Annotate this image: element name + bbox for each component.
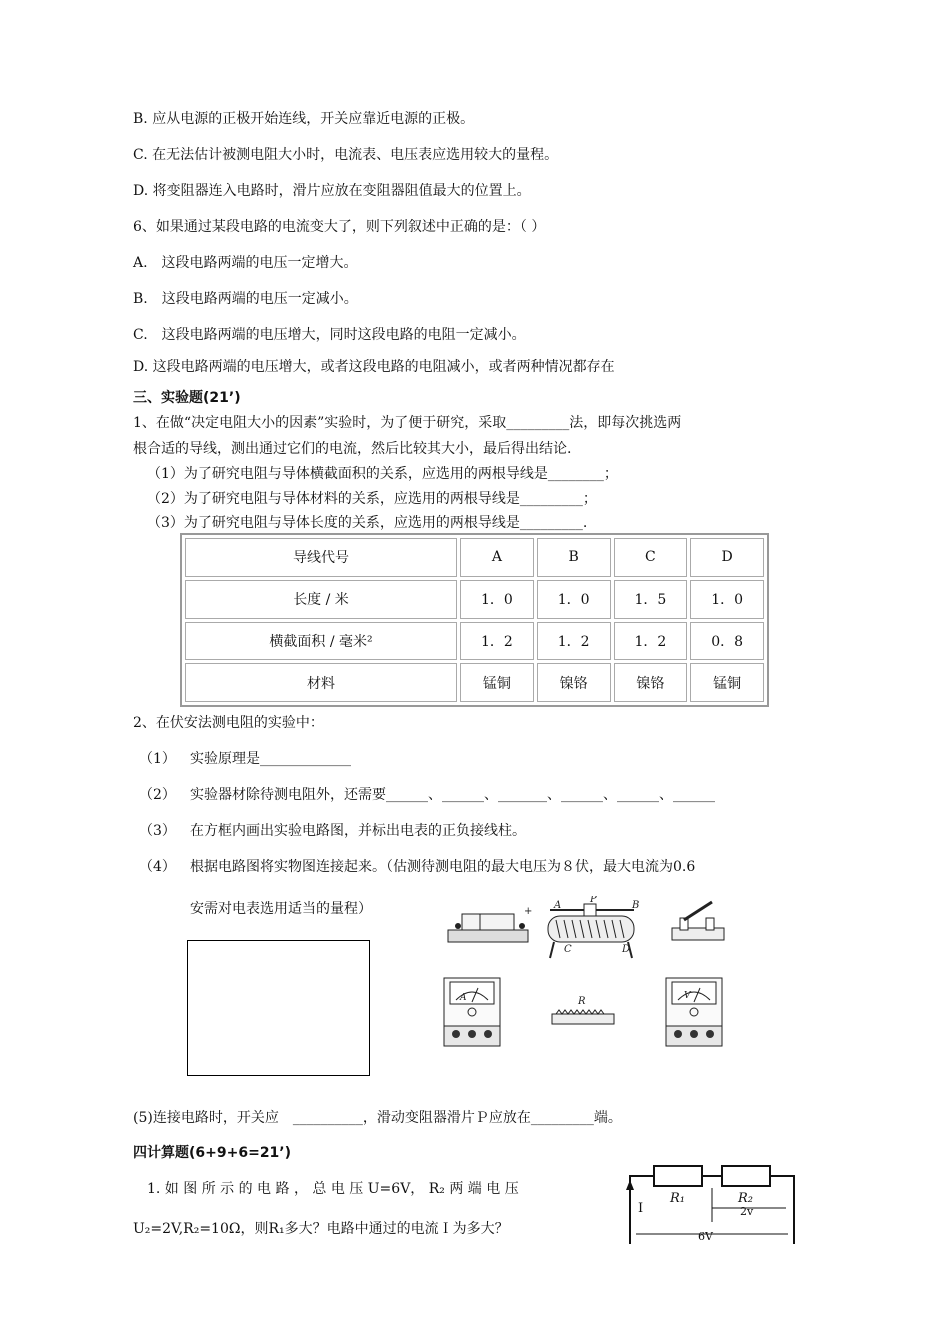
- q6-option-d: D. 这段电路两端的电压增大，或者这段电路的电阻减小，或者两种情况都存在: [133, 359, 615, 375]
- table-cell: 1．2: [614, 622, 688, 661]
- table-cell: 镍铬: [537, 663, 611, 702]
- svg-text:+: +: [524, 906, 533, 917]
- table-cell: 横截面积 / 毫米²: [185, 622, 457, 661]
- table-cell: D: [690, 538, 764, 577]
- wire-table: [180, 533, 769, 707]
- s3-q2-num1: （1）: [139, 751, 176, 767]
- table-cell: 1．0: [690, 580, 764, 619]
- battery-icon: [448, 906, 532, 942]
- s3-q1-sub3: （3）为了研究电阻与导体长度的关系，应选用的两根导线是_________.: [147, 515, 588, 531]
- table-cell: 1．2: [537, 622, 611, 661]
- r2-label: R₂: [738, 1191, 753, 1206]
- slider-label-a: A: [554, 900, 562, 911]
- resistor-label: R: [578, 996, 586, 1007]
- slider-label-d: D: [622, 944, 631, 955]
- table-cell: B: [537, 538, 611, 577]
- table-cell: 0．8: [690, 622, 764, 661]
- table-row: [185, 538, 764, 577]
- table-cell: 1．0: [537, 580, 611, 619]
- s3-q2-num3: （3）: [139, 823, 176, 839]
- table-cell: A: [460, 538, 534, 577]
- circuit-drawing-box: [187, 940, 370, 1076]
- q5-option-d: D. 将变阻器连入电路时，滑片应放在变阻器阻值最大的位置上。: [133, 183, 531, 199]
- s3-q2-item3: 在方框内画出实验电路图，并标出电表的正负接线柱。: [190, 823, 526, 839]
- s3-q2-item2: 实验器材除待测电阻外，还需要______、______、_______、______、______、______: [190, 787, 715, 803]
- voltmeter-label: V: [684, 991, 691, 1001]
- table-cell: 1．5: [614, 580, 688, 619]
- table-cell: 导线代号: [185, 538, 457, 577]
- ammeter-icon: [444, 978, 500, 1046]
- table-cell: 1．2: [460, 622, 534, 661]
- s4-q1-line2: U₂=2V,R₂=10Ω，则R₁多大？电路中通过的电流Ｉ为多大？: [133, 1221, 509, 1237]
- q6-option-c: C. 这段电路两端的电压增大，同时这段电路的电阻一定减小。: [133, 327, 526, 343]
- s3-q1-line1: 1、在做“决定电阻大小的因素”实验时，为了便于研究，采取_________法，即每次挑选两: [133, 415, 682, 431]
- s3-q2-num4: （4）: [139, 859, 176, 875]
- q5-option-c: C. 在无法估计被测电阻大小时，电流表、电压表应选用较大的量程。: [133, 147, 559, 163]
- s3-q1-line2: 根合适的导线，测出通过它们的电流，然后比较其大小，最后得出结论.: [133, 441, 572, 457]
- q6-stem: 6、如果通过某段电路的电流变大了，则下列叙述中正确的是：（ ）: [133, 219, 546, 235]
- q5-option-b: B. 应从电源的正极开始连线，开关应靠近电源的正极。: [133, 111, 475, 127]
- s3-q2-item5: (5)连接电路时，开关应 __________，滑动变阻器滑片Ｐ应放在_________端。: [133, 1110, 622, 1126]
- table-cell: 长度 / 米: [185, 580, 457, 619]
- q6-option-a: A. 这段电路两端的电压一定增大。: [133, 255, 358, 271]
- s3-q2-item4-cont: 安需对电表选用适当的量程）: [190, 901, 372, 917]
- table-row: [185, 663, 764, 702]
- s3-q2-item1: 实验原理是_____________: [190, 751, 351, 767]
- apparatus-figure: [440, 896, 740, 1076]
- table-cell: 1．0: [460, 580, 534, 619]
- table-row: [185, 580, 764, 619]
- u-label: 6V: [698, 1230, 713, 1243]
- current-arrow-icon: [626, 1180, 634, 1190]
- slider-label-p: P: [590, 896, 597, 905]
- table-row: [185, 622, 764, 661]
- slider-label-b: B: [632, 900, 640, 911]
- table-cell: 镍铬: [614, 663, 688, 702]
- table-cell: 锰铜: [690, 663, 764, 702]
- s3-q2-stem: 2、在伏安法测电阻的实验中：: [133, 715, 324, 731]
- rheostat-icon: [548, 896, 639, 958]
- section3-heading: 三、实验题(21’): [133, 390, 241, 406]
- section4-heading: 四计算题(6+9+6=21’): [133, 1145, 292, 1161]
- s3-q1-sub1: （1）为了研究电阻与导体横截面积的关系，应选用的两根导线是________；: [147, 466, 618, 482]
- slider-label-c: C: [564, 944, 572, 955]
- ammeter-label: A: [460, 993, 467, 1003]
- table-cell: C: [614, 538, 688, 577]
- voltmeter-icon: [666, 978, 722, 1046]
- switch-icon: [672, 902, 724, 940]
- r1-resistor: [654, 1166, 702, 1186]
- table-cell: 锰铜: [460, 663, 534, 702]
- current-label: I: [638, 1201, 644, 1216]
- q6-option-b: B. 这段电路两端的电压一定减小。: [133, 291, 358, 307]
- u2-label: 2v: [740, 1205, 754, 1218]
- s3-q1-sub2: （2）为了研究电阻与导体材料的关系，应选用的两根导线是_________；: [147, 491, 597, 507]
- circuit-diagram: [622, 1160, 802, 1250]
- s3-q2-num2: （2）: [139, 787, 176, 803]
- s3-q2-item4: 根据电路图将实物图连接起来。（估测待测电阻的最大电压为８伏，最大电流为0.6: [190, 859, 696, 875]
- r2-resistor: [722, 1166, 770, 1186]
- r1-label: R₁: [670, 1191, 685, 1206]
- s4-q1-line1: 1. 如 图 所 示 的 电 路 ， 总 电 压 U=6V， R₂ 两 端 电 压: [147, 1181, 519, 1197]
- table-cell: 材料: [185, 663, 457, 702]
- resistor-icon: [552, 996, 614, 1024]
